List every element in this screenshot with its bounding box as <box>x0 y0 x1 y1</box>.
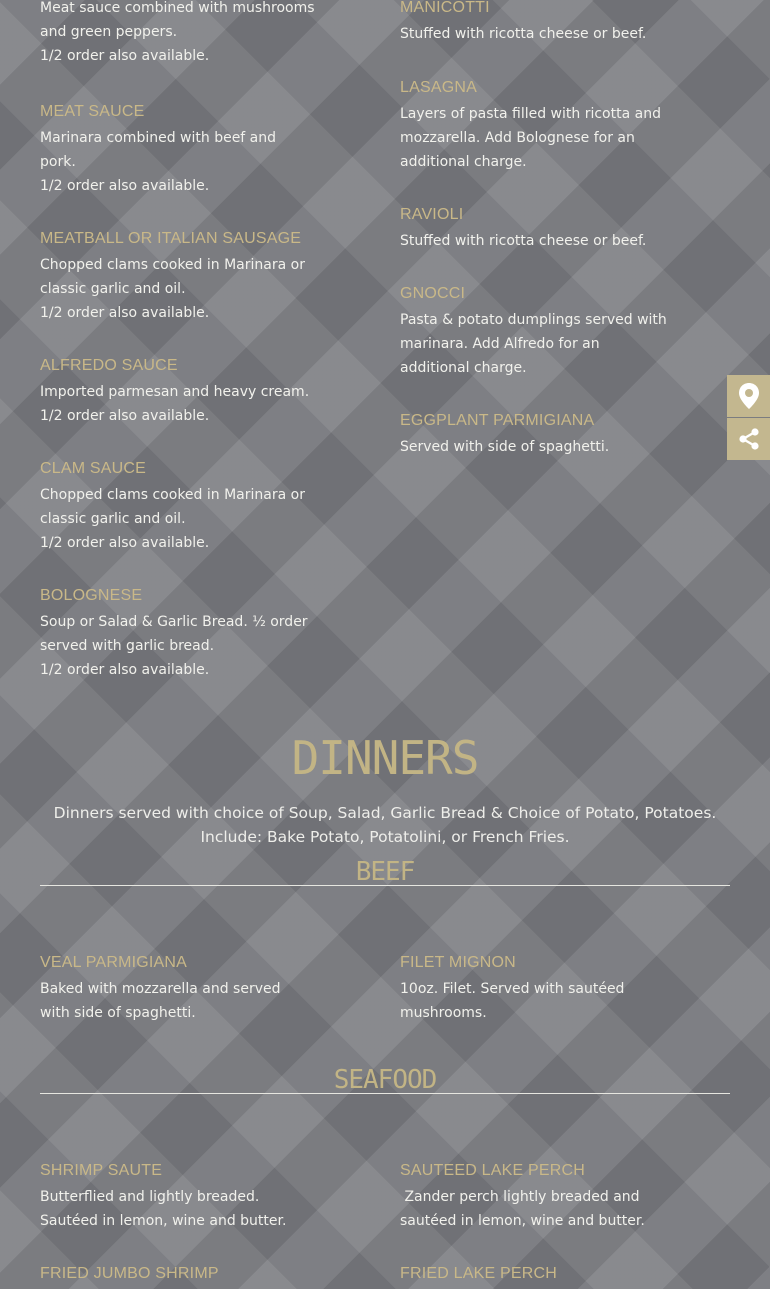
item-description: Chopped clams cooked in Marinara or classic garlic and oil. <box>40 257 305 297</box>
share-button[interactable] <box>727 418 770 460</box>
item-name: MEATBALL OR ITALIAN SAUSAGE <box>40 230 302 247</box>
menu-item-clam-sauce <box>40 459 310 555</box>
section-title-dinners: DINNERS <box>291 731 479 785</box>
item-name: SAUTEED LAKE PERCH <box>400 1162 585 1179</box>
item-description: Layers of pasta filled with ricotta and mozzarella. Add Bolognese for an additional charge. <box>400 106 661 170</box>
item-name: CLAM SAUCE <box>40 460 147 477</box>
item-name: ALFREDO SAUCE <box>40 357 178 374</box>
item-name: MEAT SAUCE <box>40 103 145 120</box>
item-name: FRIED LAKE PERCH <box>400 1265 558 1282</box>
item-half-order: 1/2 order also available. <box>40 305 210 321</box>
menu-item-manicotti <box>400 0 700 46</box>
menu-item-meatball <box>40 229 310 325</box>
item-name: EGGPLANT PARMIGIANA <box>400 412 595 429</box>
item-half-order: 1/2 order also available. <box>40 178 210 194</box>
item-name: FILET MIGNON <box>400 954 516 971</box>
menu-item-gnocci <box>400 284 670 380</box>
menu-item-lasagna <box>400 78 670 174</box>
item-half-order: 1/2 order also available. <box>40 662 210 678</box>
item-name: FRIED JUMBO SHRIMP <box>40 1265 219 1282</box>
menu-item-shrimp-saute <box>40 1161 300 1233</box>
menu-item-veal-parmigiana <box>40 953 300 1025</box>
menu-item-sauteed-lake-perch <box>400 1161 660 1233</box>
item-description: Zander perch lightly breaded and sautéed in lemon, wine and butter. <box>400 1189 645 1229</box>
item-name: MANICOTTI <box>400 0 490 16</box>
dinners-intro-line2: Include: Bake Potato, Potatolini, or French Fries. <box>200 828 570 846</box>
item-half-order: 1/2 order also available. <box>40 48 210 64</box>
item-description: Soup or Salad & Garlic Bread. ½ order served with garlic bread. <box>40 614 308 654</box>
map-pin-icon <box>738 382 760 410</box>
subheading-seafood: SEAFOOD <box>333 1065 437 1095</box>
item-name: GNOCCI <box>400 285 466 302</box>
item-description: Stuffed with ricotta cheese or beef. <box>400 233 647 249</box>
item-half-order: 1/2 order also available. <box>40 535 210 551</box>
location-button[interactable] <box>727 375 770 417</box>
item-name: SHRIMP SAUTE <box>40 1162 163 1179</box>
share-icon <box>737 427 761 451</box>
menu-item-bolognese <box>40 586 310 682</box>
item-description: Baked with mozzarella and served with side of spaghetti. <box>40 981 281 1021</box>
item-description: Butterflied and lightly breaded. Sautéed in lemon, wine and butter. <box>40 1189 287 1229</box>
item-name: VEAL PARMIGIANA <box>40 954 188 971</box>
menu-item <box>40 0 320 68</box>
item-description: Imported parmesan and heavy cream. <box>40 384 310 400</box>
menu-item-alfredo <box>40 356 330 428</box>
menu-item-fried-jumbo-shrimp <box>40 1264 340 1284</box>
dinners-intro-line1: Dinners served with choice of Soup, Salad, Garlic Bread & Choice of Potato, Potatoes. <box>53 804 717 822</box>
item-name: BOLOGNESE <box>40 587 143 604</box>
menu-item-meat-sauce <box>40 102 300 198</box>
item-description: Meat sauce combined with mushrooms and green peppers. <box>40 0 315 40</box>
item-description: 10oz. Filet. Served with sautéed mushrooms. <box>400 981 625 1021</box>
item-description: Served with side of spaghetti. <box>400 439 610 455</box>
item-description: Pasta & potato dumplings served with marinara. Add Alfredo for an additional charge. <box>400 312 667 376</box>
item-name: LASAGNA <box>400 79 477 96</box>
subheading-beef: BEEF <box>355 857 415 887</box>
item-description: Marinara combined with beef and pork. <box>40 130 277 170</box>
menu-item-eggplant <box>400 411 700 459</box>
menu-item-fried-lake-perch <box>400 1264 700 1284</box>
item-description: Chopped clams cooked in Marinara or classic garlic and oil. <box>40 487 305 527</box>
item-half-order: 1/2 order also available. <box>40 408 210 424</box>
item-description: Stuffed with ricotta cheese or beef. <box>400 26 647 42</box>
item-name: RAVIOLI <box>400 206 464 223</box>
menu-item-filet-mignon <box>400 953 640 1025</box>
menu-item-ravioli <box>400 205 700 253</box>
